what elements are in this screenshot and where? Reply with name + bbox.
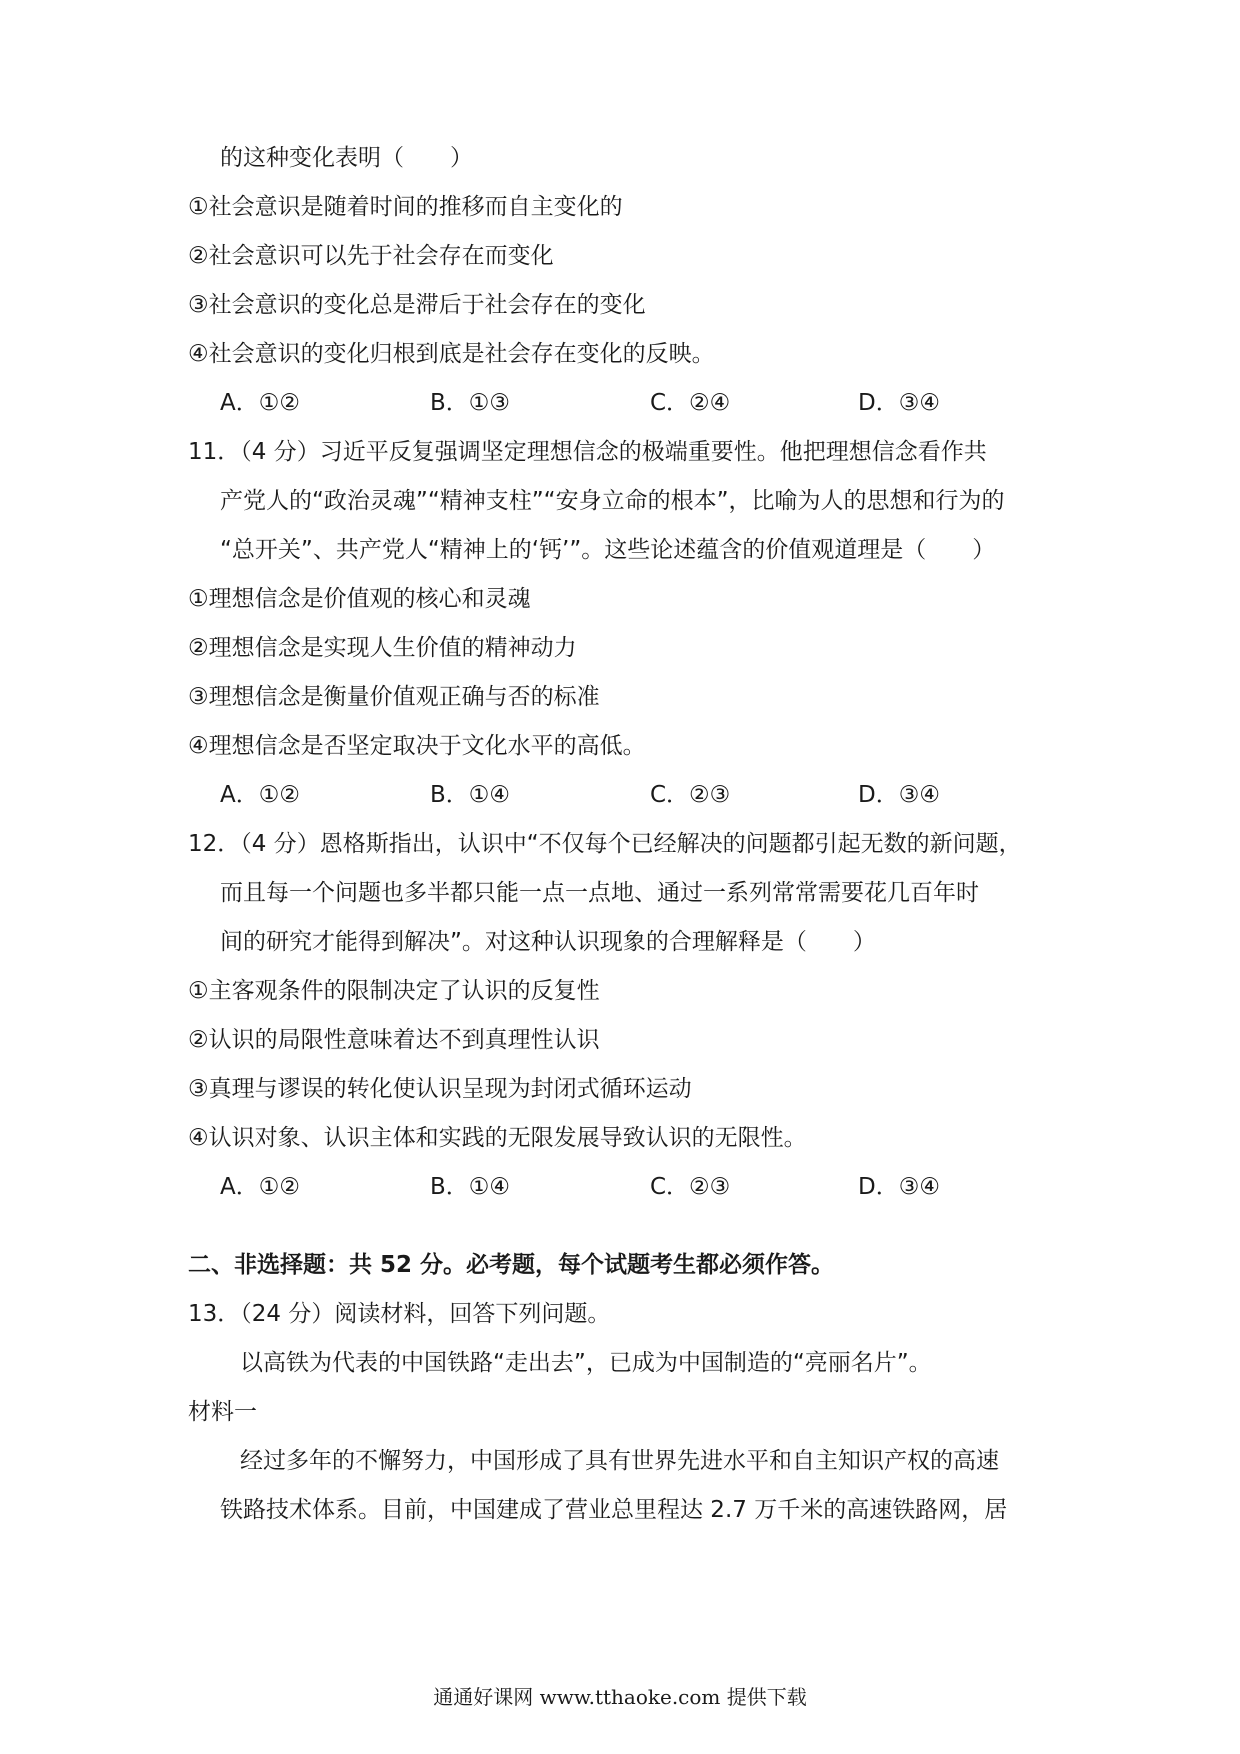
q12-option-b: B．①④ [430, 1174, 511, 1200]
q13-material-line-1: 经过多年的不懈努力，中国形成了具有世界先进水平和自主知识产权的高速 [240, 1448, 999, 1474]
q13-material-line-2: 铁路技术体系。目前，中国建成了营业总里程达 2.7 万千米的高速铁路网，居 [220, 1497, 1008, 1523]
section-2-heading: 二、非选择题：共 52 分。必考题，每个试题考生都必须作答。 [188, 1252, 835, 1278]
q11-item-2: ②理想信念是实现人生价值的精神动力 [188, 635, 577, 661]
q10-item-3: ③社会意识的变化总是滞后于社会存在的变化 [188, 292, 646, 318]
q12-stem-line-1: 12．（4 分）恩格斯指出，认识中“不仅每个已经解决的问题都引起无数的新问题， [188, 831, 1022, 857]
q11-option-a: A．①② [220, 782, 300, 808]
q11-item-3: ③理想信念是衡量价值观正确与否的标准 [188, 684, 600, 710]
q11-item-4: ④理想信念是否坚定取决于文化水平的高低。 [188, 733, 646, 759]
q11-stem-line-2: 产党人的“政治灵魂”“精神支柱”“安身立命的根本”，比喻为人的思想和行为的 [220, 488, 1005, 514]
page-footer: 通通好课网 www.tthaoke.com 提供下载 [433, 1685, 807, 1709]
q13-stem: 13．（24 分）阅读材料，回答下列问题。 [188, 1301, 611, 1327]
q12-option-a: A．①② [220, 1174, 300, 1200]
q13-intro: 以高铁为代表的中国铁路“走出去”，已成为中国制造的“亮丽名片”。 [240, 1350, 932, 1376]
q10-item-2: ②社会意识可以先于社会存在而变化 [188, 243, 554, 269]
q11-option-d: D．③④ [858, 782, 940, 808]
q12-stem-line-3: 间的研究才能得到解决”。对这种认识现象的合理解释是（ ） [220, 929, 876, 955]
q10-option-a: A．①② [220, 390, 300, 416]
q10-option-b: B．①③ [430, 390, 511, 416]
q11-item-1: ①理想信念是价值观的核心和灵魂 [188, 586, 531, 612]
q11-option-c: C．②③ [650, 782, 731, 808]
q10-option-d: D．③④ [858, 390, 940, 416]
q12-item-3: ③真理与谬误的转化使认识呈现为封闭式循环运动 [188, 1076, 692, 1102]
q10-stem-tail: 的这种变化表明（ ） [220, 145, 473, 171]
q10-option-c: C．②④ [650, 390, 731, 416]
q12-item-1: ①主客观条件的限制决定了认识的反复性 [188, 978, 600, 1004]
q12-item-2: ②认识的局限性意味着达不到真理性认识 [188, 1027, 600, 1053]
q10-item-1: ①社会意识是随着时间的推移而自主变化的 [188, 194, 623, 220]
q12-item-4: ④认识对象、认识主体和实践的无限发展导致认识的无限性。 [188, 1125, 807, 1151]
q12-stem-line-2: 而且每一个问题也多半都只能一点一点地、通过一系列常常需要花几百年时 [220, 880, 979, 906]
q13-material-label: 材料一 [188, 1399, 257, 1425]
q12-option-d: D．③④ [858, 1174, 940, 1200]
q12-option-c: C．②③ [650, 1174, 731, 1200]
q11-stem-line-1: 11．（4 分）习近平反复强调坚定理想信念的极端重要性。他把理想信念看作共 [188, 439, 987, 465]
q11-stem-line-3: “总开关”、共产党人“精神上的‘钙’”。这些论述蕴含的价值观道理是（ ） [220, 537, 996, 563]
q11-option-b: B．①④ [430, 782, 511, 808]
q10-item-4: ④社会意识的变化归根到底是社会存在变化的反映。 [188, 341, 715, 367]
